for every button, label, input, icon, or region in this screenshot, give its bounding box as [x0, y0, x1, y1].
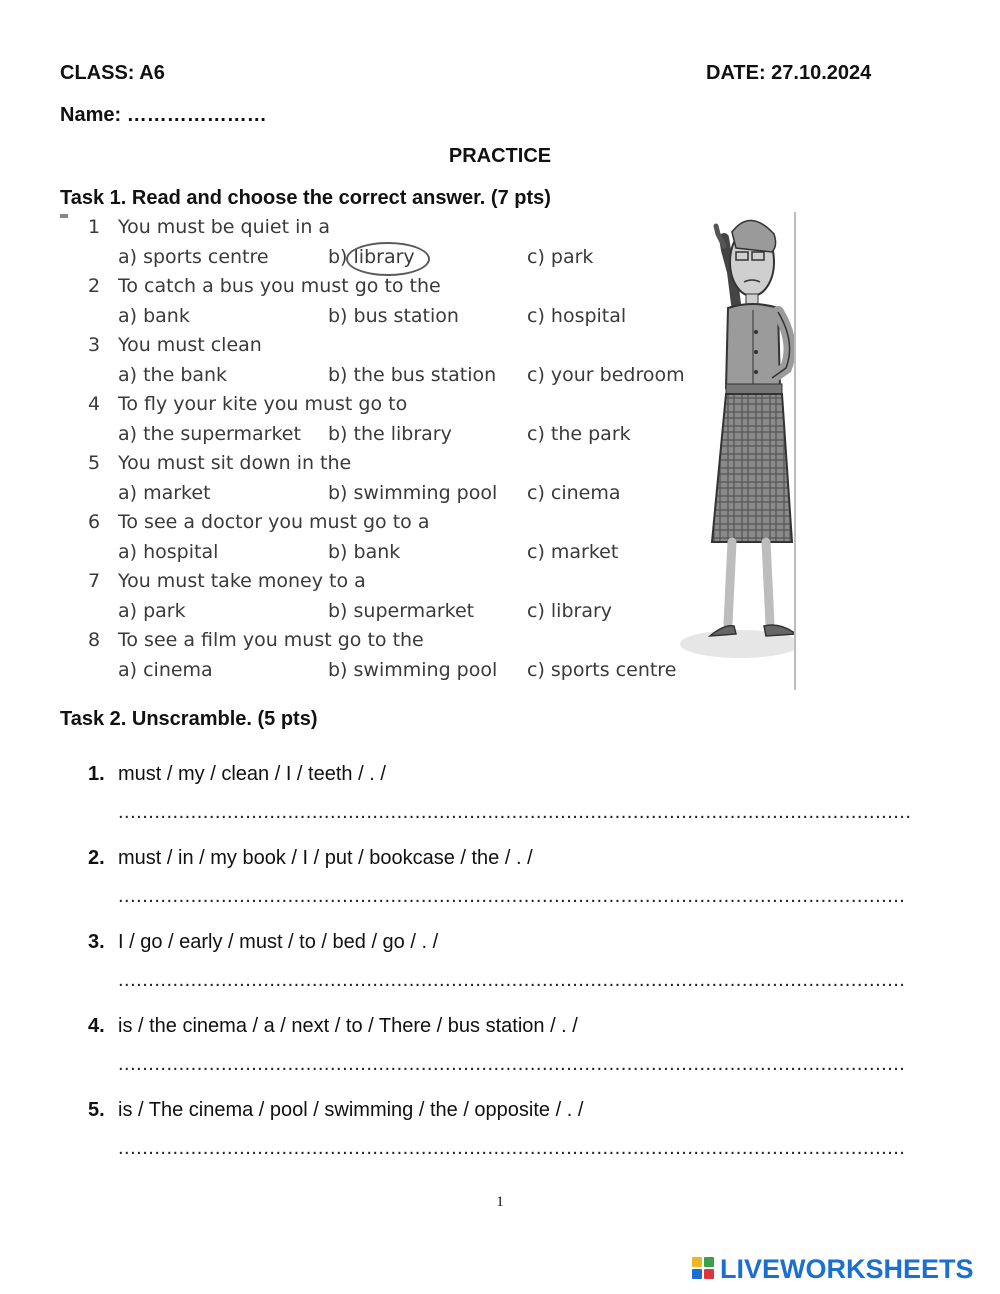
option-a[interactable]: a) the bank [118, 364, 228, 386]
question-stem: To catch a bus you must go to the [118, 275, 441, 297]
question-number: 3 [88, 334, 101, 356]
question-number: 5 [88, 452, 101, 474]
option-a[interactable]: a) the supermarket [118, 423, 301, 445]
answer-line[interactable]: .................................................................................................................................. [118, 1053, 906, 1075]
question-stem: To see a film you must go to the [118, 629, 424, 651]
option-b[interactable]: b) library [328, 246, 415, 268]
option-c[interactable]: c) cinema [527, 482, 621, 504]
option-a[interactable]: a) park [118, 600, 186, 622]
question-stem: You must sit down in the [118, 452, 352, 474]
option-b[interactable]: b) the bus station [328, 364, 497, 386]
option-c[interactable]: c) sports centre [527, 659, 677, 681]
question-number: 1 [88, 216, 101, 238]
question-5 [60, 448, 710, 506]
option-c[interactable]: c) park [527, 246, 594, 268]
date-label: DATE: 27.10.2024 [706, 62, 872, 84]
option-b[interactable]: b) supermarket [328, 600, 475, 622]
question-8 [60, 625, 710, 683]
unscramble-item-2 [88, 847, 928, 927]
item-number: 1. [88, 763, 105, 785]
question-stem: You must take money to a [118, 570, 366, 592]
unscramble-item-3 [88, 931, 928, 1011]
option-a[interactable]: a) cinema [118, 659, 213, 681]
page-title: PRACTICE [448, 145, 552, 167]
question-number: 7 [88, 570, 101, 592]
task1-title: Task 1. Read and choose the correct answer. (7 pts) [60, 187, 551, 209]
scrambled-words: is / The cinema / pool / swimming / the / opposite / . / [118, 1099, 584, 1121]
option-a[interactable]: a) market [118, 482, 211, 504]
task1-scanned-exercise [60, 212, 796, 690]
task2-title: Task 2. Unscramble. (5 pts) [60, 708, 318, 730]
option-c[interactable]: c) library [527, 600, 613, 622]
item-number: 4. [88, 1015, 105, 1037]
option-b[interactable]: b) swimming pool [328, 482, 498, 504]
question-number: 4 [88, 393, 101, 415]
class-label: CLASS: A6 [60, 62, 165, 84]
liveworksheets-logo [692, 1254, 992, 1286]
option-b[interactable]: b) bank [328, 541, 401, 563]
scrambled-words: I / go / early / must / to / bed / go / . / [118, 931, 439, 953]
question-2 [60, 271, 710, 329]
question-stem: You must be quiet in a [118, 216, 331, 238]
item-number: 2. [88, 847, 105, 869]
option-b[interactable]: b) bus station [328, 305, 459, 327]
answer-line[interactable]: ................................................................................................................................... [118, 801, 912, 823]
item-number: 5. [88, 1099, 105, 1121]
scrambled-words: must / my / clean / I / teeth / . / [118, 763, 386, 785]
option-b[interactable]: b) the library [328, 423, 452, 445]
answer-line[interactable]: .................................................................................................................................. [118, 885, 906, 907]
scrambled-words: must / in / my book / I / put / bookcase / the / . / [118, 847, 533, 869]
answer-line[interactable]: .................................................................................................................................. [118, 969, 906, 991]
scrambled-words: is / the cinema / a / next / to / There / bus station / . / [118, 1015, 578, 1037]
question-4 [60, 389, 710, 447]
answer-line[interactable]: .................................................................................................................................. [118, 1137, 906, 1159]
option-a[interactable]: a) bank [118, 305, 190, 327]
option-a[interactable]: a) sports centre [118, 246, 269, 268]
question-3 [60, 330, 710, 388]
unscramble-item-4 [88, 1015, 928, 1095]
question-7 [60, 566, 710, 624]
question-number: 8 [88, 629, 101, 651]
page-number: 1 [496, 1194, 504, 1210]
question-stem: To fly your kite you must go to [118, 393, 408, 415]
option-c[interactable]: c) the park [527, 423, 631, 445]
unscramble-item-1 [88, 763, 928, 843]
question-1 [60, 212, 710, 270]
teacher-illustration [640, 212, 794, 690]
question-number: 2 [88, 275, 101, 297]
option-c[interactable]: c) your bedroom [527, 364, 685, 386]
option-c[interactable]: c) market [527, 541, 619, 563]
image-edge-line [794, 212, 796, 690]
question-number: 6 [88, 511, 101, 533]
option-b[interactable]: b) swimming pool [328, 659, 498, 681]
option-c[interactable]: c) hospital [527, 305, 627, 327]
option-a[interactable]: a) hospital [118, 541, 219, 563]
liveworksheets-icon [692, 1257, 716, 1281]
unscramble-item-5 [88, 1099, 928, 1179]
question-6 [60, 507, 710, 565]
question-stem: You must clean [118, 334, 262, 356]
name-label: Name: ………………… [60, 104, 267, 126]
question-stem: To see a doctor you must go to a [118, 511, 430, 533]
item-number: 3. [88, 931, 105, 953]
liveworksheets-brand: LIVEWORKSHEETS [720, 1254, 974, 1284]
